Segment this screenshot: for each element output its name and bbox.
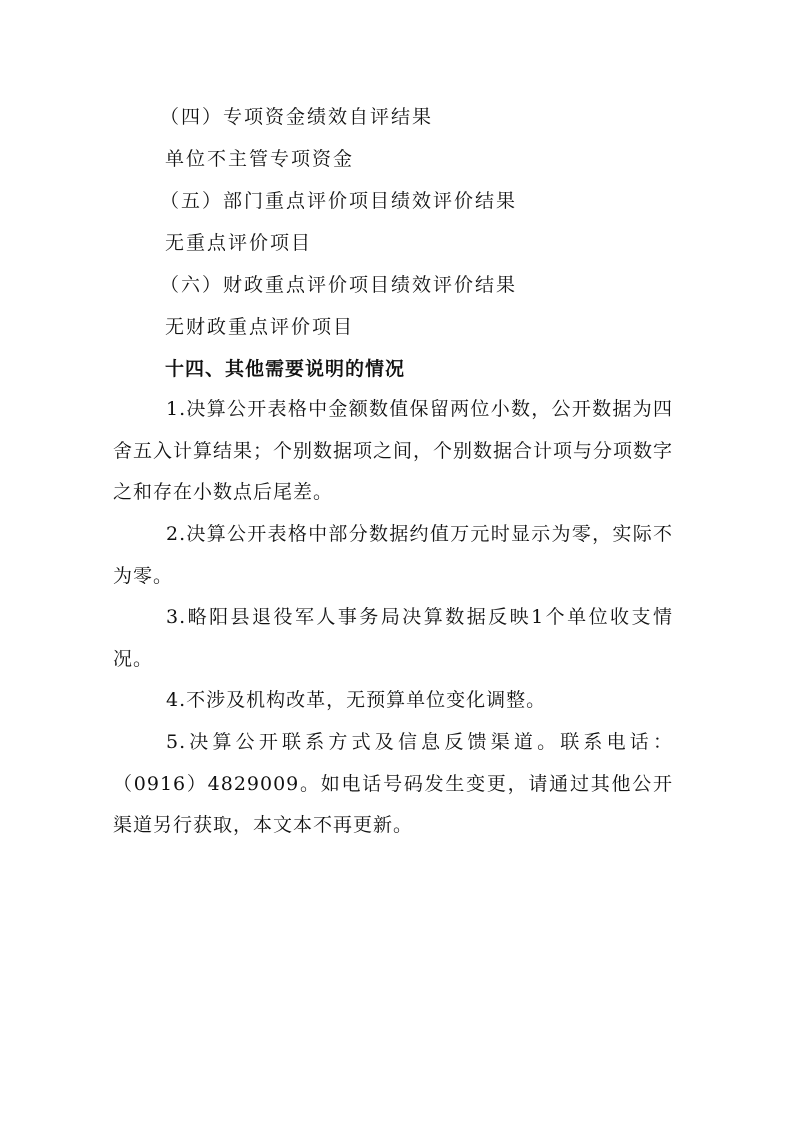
note-item-4: 4.不涉及机构改革，无预算单位变化调整。 xyxy=(166,689,547,711)
note-item-3: 3.略阳县退役军人事务局决算数据反映1个单位收支情况。 xyxy=(113,606,673,670)
section-5-heading: （五）部门重点评价项目绩效评价结果 xyxy=(160,190,518,212)
section-6-text: 无财政重点评价项目 xyxy=(165,316,355,338)
note-item-1: 1.决算公开表格中金额数值保留两位小数，公开数据为四舍五入计算结果；个别数据项之间，个别数据合计项与分项数字之和存在小数点后尾差。 xyxy=(113,398,674,503)
section-6-heading: （六）财政重点评价项目绩效评价结果 xyxy=(160,274,518,296)
note-item-2: 2.决算公开表格中部分数据约值万元时显示为零，实际不为零。 xyxy=(113,523,673,587)
section-4-text: 单位不主管专项资金 xyxy=(165,148,355,170)
section-4-heading: （四）专项资金绩效自评结果 xyxy=(160,106,434,128)
section-5-text: 无重点评价项目 xyxy=(165,232,313,254)
section-14-heading: 十四、其他需要说明的情况 xyxy=(165,358,406,380)
note-item-5: 5.决算公开联系方式及信息反馈渠道。联系电话：（0916）4829009。如电话号码发生变更，请通过其他公开渠道另行获取，本文本不再更新。 xyxy=(113,731,673,836)
